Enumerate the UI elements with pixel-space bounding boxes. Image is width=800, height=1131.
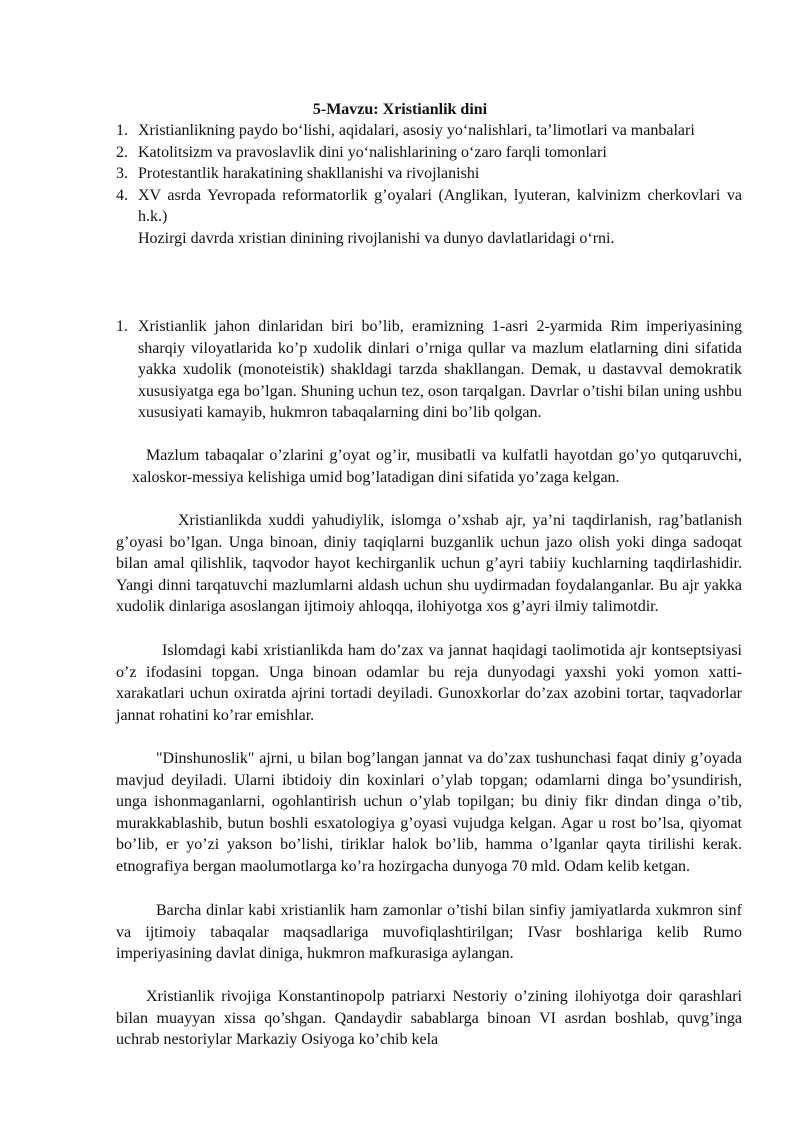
outline-text: Xristianlikning paydo bo‘lishi, aqidalari, asosiy yo‘nalishlari, ta’limotlari va manbalari [138, 122, 695, 139]
section-text: Xristianlik jahon dinlaridan biri bo’lib, eramizning 1-asri 2-yarmida Rim imperiyasining sharqiy viloyatlarida ko’p xudolik dinlari o’rniga qullar va mazlum elatlarning dini sifatida yakka xudolik (monoteistik) shakldagi tarzda shakllangan. Demak, u dastavval demokratik xususiyatga ega bo’lgan. Shuning uchun tez, oson tarqalgan. Davrlar o’tishi bilan uning ushbu xususiyati kamayib, hukmron tabaqalarning dini bo’lib qolgan. [138, 318, 742, 421]
outline-item [116, 163, 742, 185]
outline-number: 3. [116, 165, 128, 182]
section-item [116, 316, 742, 424]
section-number: 1. [116, 318, 128, 335]
outline-number: 1. [116, 122, 128, 139]
outline-item [116, 120, 742, 142]
outline-text: Katolitsizm va pravoslavlik dini yo‘nalishlarining o‘zaro farqli tomonlari [138, 143, 607, 161]
body-paragraph: Xristianlikda xuddi yahudiylik, islomga o’xshab ajr, ya’ni taqdirlanish, rag’batlanish g’oyasi bo’lgan. Unga binoan, diniy taqiqlarni buzganlik uchun jazo olish yoki dinga sadoqat bilan amal qilishlik, taqvodor hayot kechirganlik uchun g’ayri tabiiy kuchlarning taqdirlashidir. Yangi dinni tarqatuvchi mazlumlarni aldash uchun shu uydirmadan foydalanganlar. Bu ajr yakka xudolik dinlariga asoslangan ijtimoiy ahloqqa, ilohiyotga xos g’ayri ilmiy talimotdir. [116, 512, 742, 615]
outline-text: Protestantlik harakatining shakllanishi va rivojlanishi [138, 165, 480, 182]
outline-extra [116, 228, 742, 250]
body-paragraph: Xristianlik rivojiga Konstantinopolp patriarxi Nestoriy o’zining ilohiyotga doir qarashlari bilan muayyan xissa qo’shgan. Qandaydir sabablarga binoan VI asrdan boshlab, quvg’inga uchrab nestoriylar Markaziy Osiyoga ko’chib kela [116, 988, 742, 1048]
outline-extra-text: Hozirgi davrda xristian dinining rivojlanishi va dunyo davlatlaridagi o‘rni. [138, 229, 615, 247]
outline-item [116, 142, 742, 164]
page-title: 5-Mavzu: Xristianlik dini [312, 101, 488, 118]
topic-outline [116, 120, 742, 249]
body-paragraph: Mazlum tabaqalar o’zlarini g’oyat og’ir, musibatli va kulfatli hayotdan go’yo qutqaruvchi, xaloskor-messiya kelishiga umid bog’latadigan dini sifatida yo’zaga kelgan. [132, 447, 742, 486]
outline-text: XV asrda Yevropada reformatorlik g’oyalari (Anglikan, lyuteran, kalvinizm cherkovlari va h.k.) [138, 186, 742, 225]
outline-item [116, 185, 742, 228]
body-paragraph: "Dinshunoslik" ajrni, u bilan bog’langan jannat va do’zax tushunchasi faqat diniy g’oyada mavjud deyiladi. Ularni ibtidoiy din koxinlari o’ylab topgan; odamlarni dinga bo’ysundirish, unga ishonmaganlarni, ogohlantirish uchun o’ylab topilgan; bu diniy fikr dindan dinga o’tib, murakkablashib, butun boshli esxatologiya g’oyasi vujudga kelgan. Agar u rost bo’lsa, qiyomat bo’lib, er yo’zi yakson bo’lishi, tiriklar halok bo’lib, hamma o’lganlar qayta tirilishi kerak. etnografiya bergan maolumotlarga ko’ra hozirgacha dunyoga 70 mld. Odam kelib ketgan. [116, 750, 742, 875]
outline-number: 2. [116, 143, 128, 161]
section-list [116, 316, 742, 424]
outline-number: 4. [116, 186, 128, 204]
body-paragraph: Islomdagi kabi xristianlikda ham do’zax va jannat haqidagi taolimotida ajr kontseptsiyasi o’z ifodasini topgan. Unga binoan odamlar bu reja dunyodagi yaxshi yoki yomon xatti-xarakatlari uchun oxiratda ajrini tortadi deyiladi. Gunoxkorlar do’zax azobini tortar, taqvadorlar jannat rohatini ko’rar emishlar. [116, 642, 742, 724]
body-paragraph: Barcha dinlar kabi xristianlik ham zamonlar o’tishi bilan sinfiy jamiyatlarda xukmron sinf va ijtimoiy tabaqalar maqsadlariga muvofiqlashtirilgan; IVasr boshlariga kelib Rumo imperiyasining davlat diniga, hukmron mafkurasiga aylangan. [116, 902, 742, 962]
